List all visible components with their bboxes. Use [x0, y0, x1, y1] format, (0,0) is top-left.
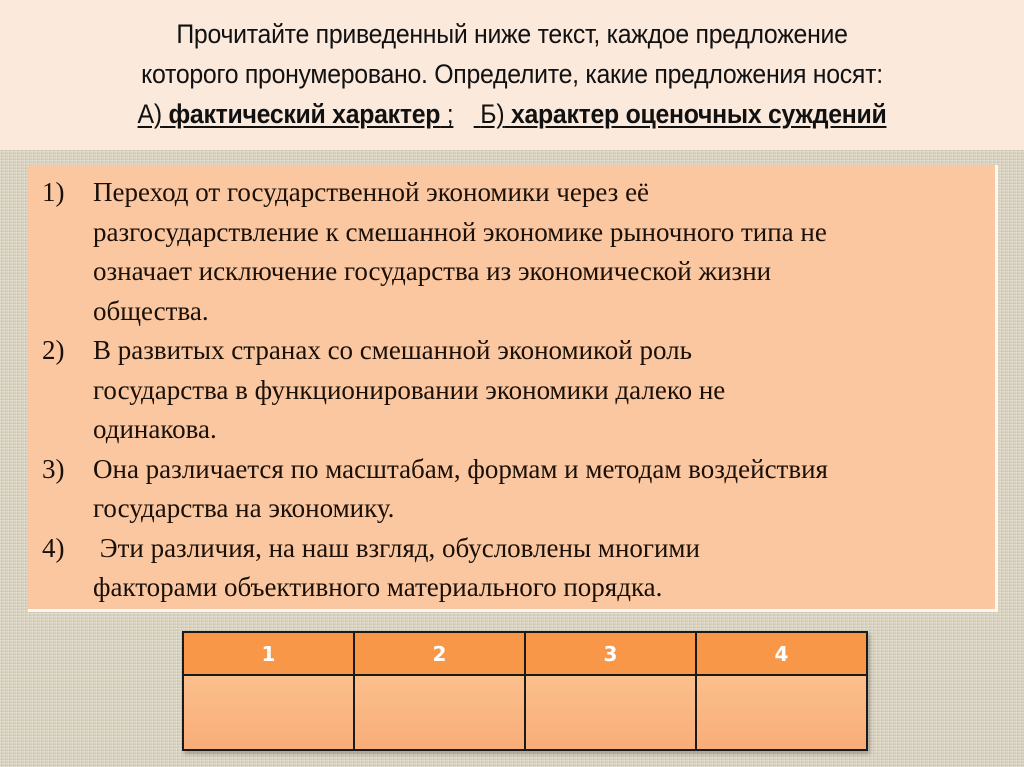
- sentence-line: разгосударствление к смешанной экономике рыночного типа не: [93, 216, 827, 247]
- sentence-4: [28, 529, 995, 608]
- answer-cell-1[interactable]: [183, 675, 354, 750]
- answer-header-4: 4: [696, 632, 867, 675]
- answer-table-answer-row: [183, 675, 867, 750]
- sentence-line: одинакова.: [93, 414, 217, 444]
- sentence-line: государства в функционировании экономики далеко не: [93, 374, 726, 405]
- sentence-number: 4): [42, 532, 65, 563]
- option-b-text: характер оценочных суждений: [510, 99, 887, 129]
- instruction-header: [0, 0, 1024, 150]
- answer-header-3: 3: [525, 632, 696, 675]
- option-b-prefix: Б): [480, 99, 505, 129]
- answer-cell-3[interactable]: [525, 675, 696, 750]
- sentence-line: Переход от государственной экономики через её: [93, 177, 650, 207]
- sentence-number: 1): [42, 177, 65, 207]
- instruction-line-1: Прочитайте приведенный ниже текст, каждое предложение: [176, 19, 848, 49]
- sentence-number: 3): [42, 453, 65, 484]
- sentence-line: означает исключение государства из экономической жизни: [93, 256, 772, 286]
- answer-cell-2[interactable]: [354, 675, 525, 750]
- answer-header-2: 2: [354, 632, 525, 675]
- answer-cell-4[interactable]: [696, 675, 867, 750]
- sentence-line: государства на экономику.: [93, 493, 395, 523]
- sentence-line: общества.: [93, 295, 209, 326]
- sentence-3: [28, 450, 995, 529]
- sentence-line: Она различается по масштабам, формам и методам воздействия: [93, 453, 828, 484]
- sentence-line: В развитых странах со смешанной экономикой роль: [93, 335, 692, 365]
- sentence-1: [28, 173, 995, 331]
- option-separator: ;: [440, 99, 454, 129]
- option-a-text: фактический характер: [168, 99, 441, 129]
- instruction-options: [41, 94, 983, 134]
- sentences-box: [28, 165, 998, 612]
- sentence-2: [28, 331, 995, 450]
- sentence-number: 2): [42, 335, 65, 365]
- sentence-line: Эти различия, на наш взгляд, обусловлены многими: [93, 532, 700, 563]
- sentence-line: факторами объективного материального порядка.: [93, 572, 663, 602]
- answer-table: [182, 631, 868, 751]
- option-a-prefix: А): [137, 99, 162, 129]
- answer-table-header-row: [183, 632, 867, 675]
- instruction-line-2: которого пронумеровано. Определите, какие предложения носят:: [141, 59, 883, 89]
- answer-header-1: 1: [183, 632, 354, 675]
- sentence-list: [28, 165, 995, 608]
